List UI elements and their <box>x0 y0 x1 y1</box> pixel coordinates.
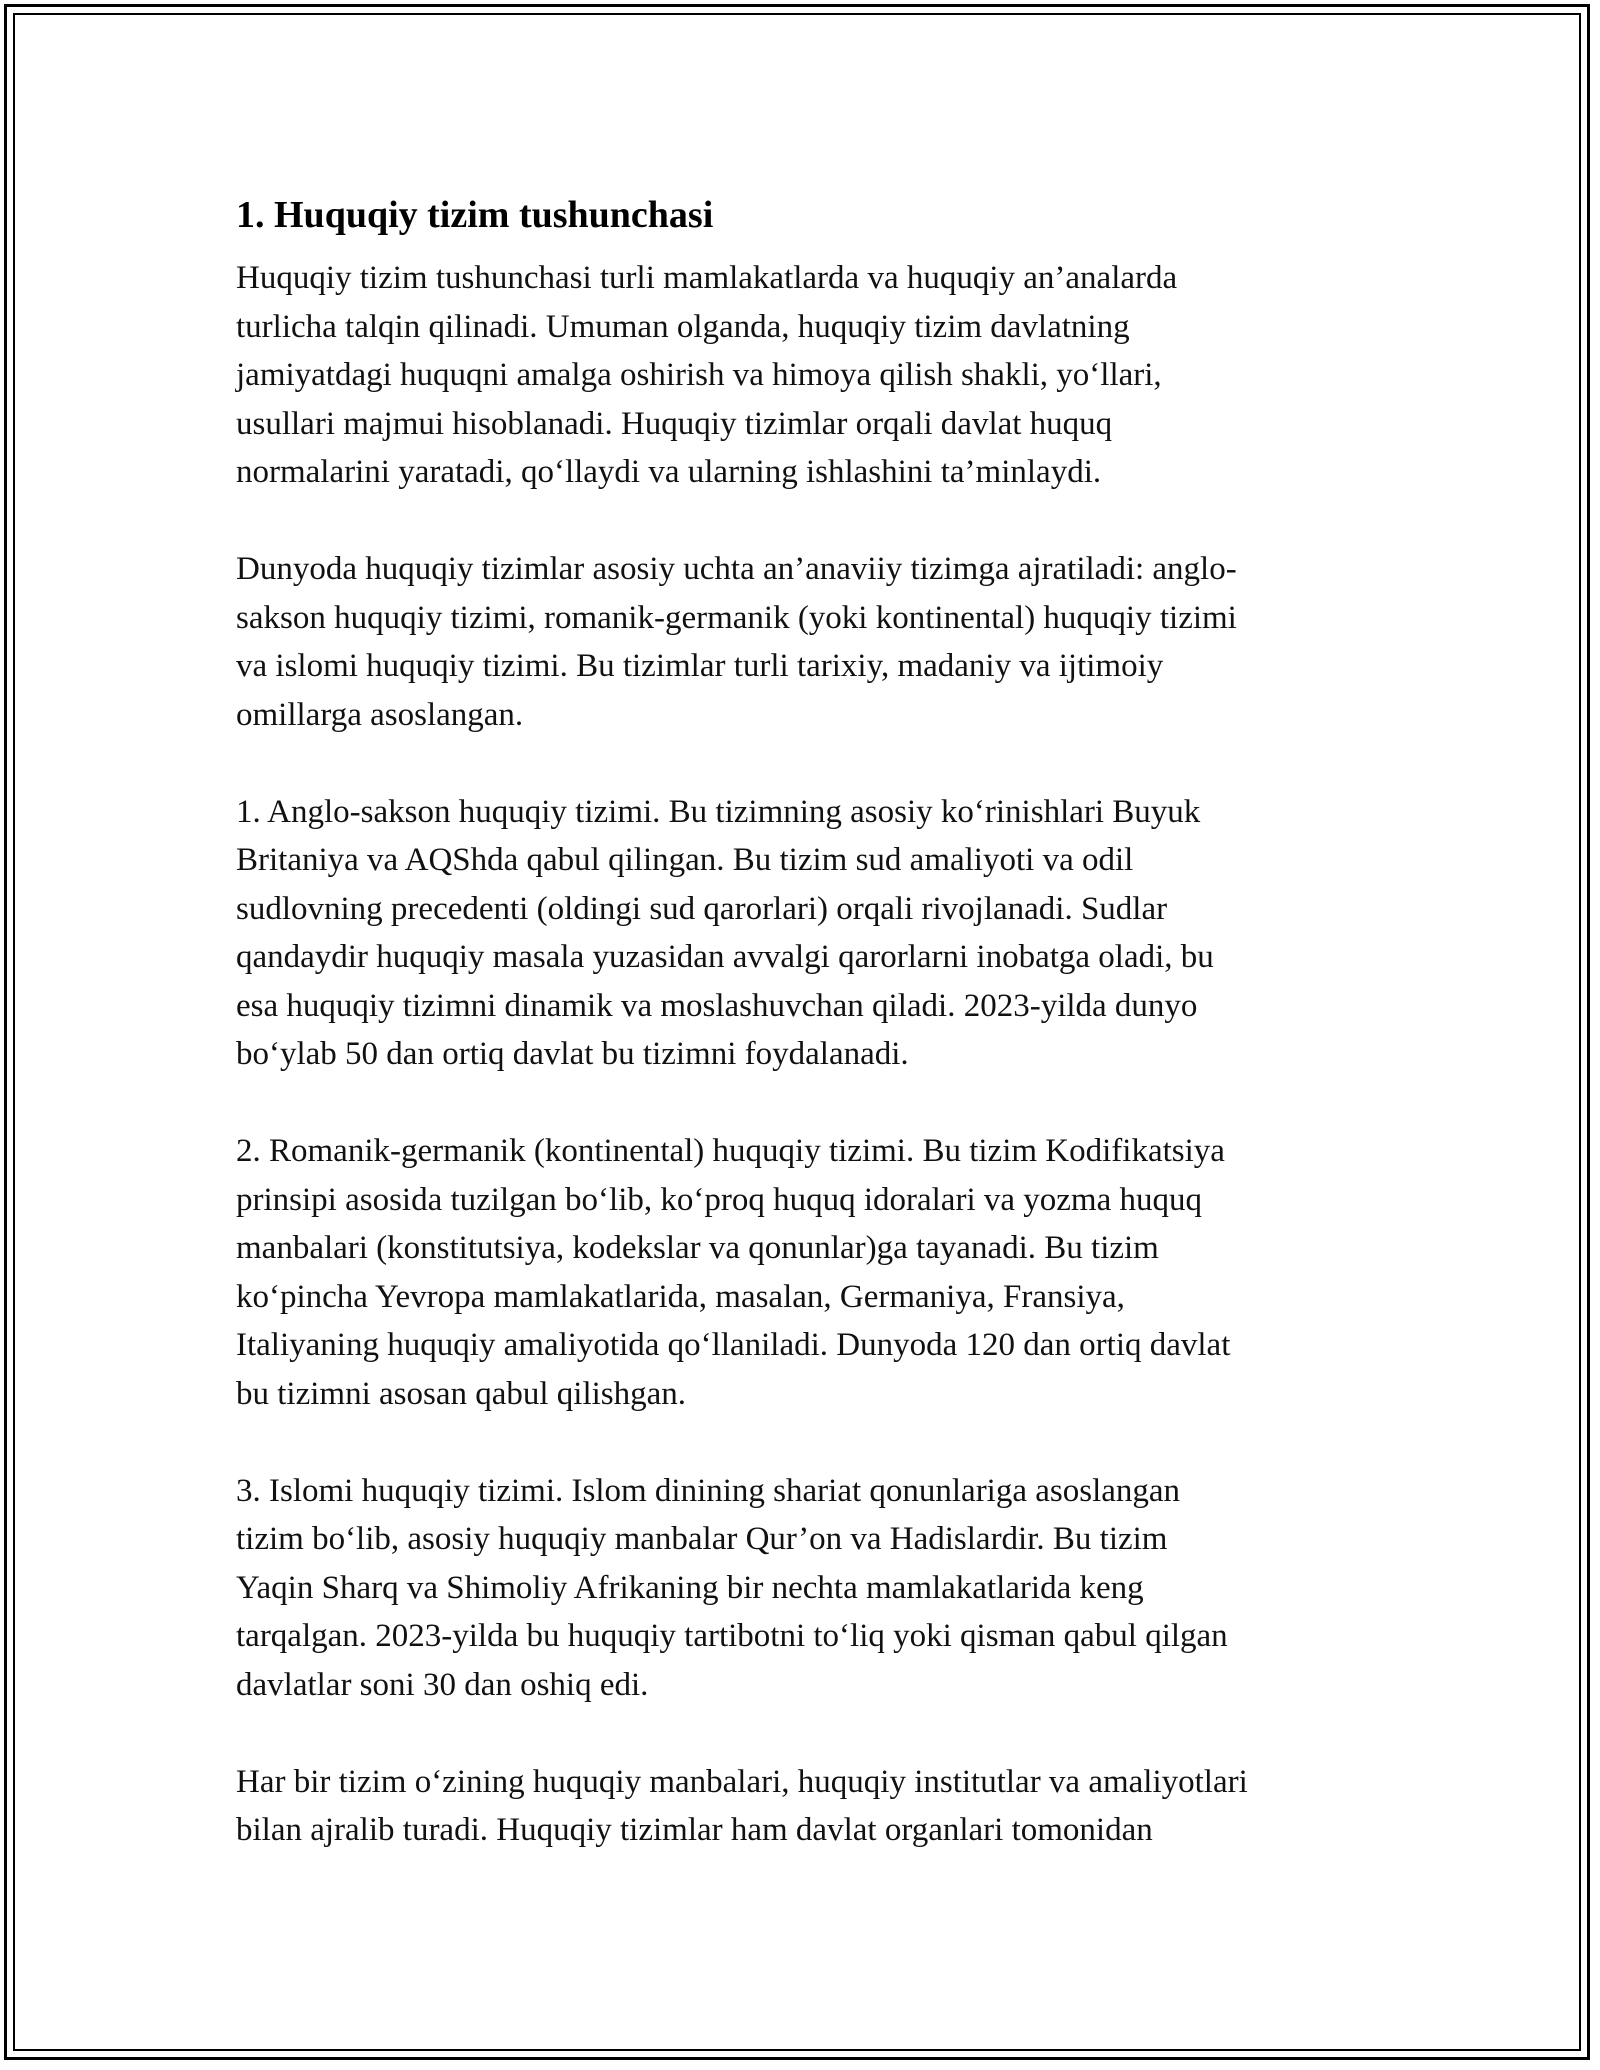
text-line: normalarini yaratadi, qo‘llaydi va ularning ishlashini ta’minlaydi. <box>236 454 1102 490</box>
text-line: sakson huquqiy tizimi, romanik-germanik (yoki kontinental) huquqiy tizimi <box>236 599 1237 636</box>
section-heading: 1. Huquqiy tizim tushunchasi <box>236 194 714 236</box>
text-line: tizim bo‘lib, asosiy huquqiy manbalar Qur’on va Hadislardir. Bu tizim <box>236 1521 1168 1557</box>
text-line: usullari majmui hisoblanadi. Huquqiy tizimlar orqali davlat huquq <box>236 405 1113 442</box>
text-line: omillarga asoslangan. <box>236 696 524 733</box>
document-body <box>236 186 1386 1903</box>
paragraph-anglo-saxon <box>236 788 1386 1079</box>
text-line: 2. Romanik-germanik (kontinental) huquqiy tizimi. Bu tizim Kodifikatsiya <box>236 1133 1225 1169</box>
text-line: 3. Islomi huquqiy tizimi. Islom dinining shariat qonunlariga asoslangan <box>236 1472 1181 1509</box>
text-line: Huquqiy tizim tushunchasi turli mamlakatlarda va huquqiy an’analarda <box>236 260 1178 296</box>
text-line: bu tizimni asosan qabul qilishgan. <box>236 1375 687 1412</box>
text-line: Dunyoda huquqiy tizimlar asosiy uchta an’anaviiy tizimga ajratiladi: anglo- <box>236 551 1237 587</box>
text-line: bilan ajralib turadi. Huquqiy tizimlar ham davlat organlari tomonidan <box>236 1812 1153 1848</box>
paragraph-romano-germanic <box>236 1127 1386 1418</box>
text-line: Har bir tizim o‘zining huquqiy manbalari, huquqiy institutlar va amaliyotlari <box>236 1763 1248 1800</box>
text-line: bo‘ylab 50 dan ortiq davlat bu tizimni foydalanadi. <box>236 1036 909 1072</box>
text-line: Yaqin Sharq va Shimoliy Afrikaning bir nechta mamlakatlarida keng <box>236 1569 1144 1606</box>
paragraph-overview <box>236 545 1386 739</box>
text-line: esa huquqiy tizimni dinamik va moslashuvchan qiladi. 2023-yilda dunyo <box>236 987 1198 1024</box>
text-line: manbalari (konstitutsiya, kodekslar va qonunlar)ga tayanadi. Bu tizim <box>236 1230 1159 1266</box>
text-line: Britaniya va AQShda qabul qilingan. Bu tizim sud amaliyoti va odil <box>236 842 1134 878</box>
text-line: qandaydir huquqiy masala yuzasidan avvalgi qarorlarni inobatga oladi, bu <box>236 939 1214 975</box>
text-line: ko‘pincha Yevropa mamlakatlarida, masalan, Germaniya, Fransiya, <box>236 1278 1125 1315</box>
text-line: Italiyaning huquqiy amaliyotida qo‘llaniladi. Dunyoda 120 dan ortiq davlat <box>236 1327 1231 1363</box>
paragraph-conclusion <box>236 1758 1386 1855</box>
text-line: sudlovning precedenti (oldingi sud qarorlari) orqali rivojlanadi. Sudlar <box>236 890 1168 927</box>
paragraph-islamic <box>236 1467 1386 1710</box>
text-line: prinsipi asosida tuzilgan bo‘lib, ko‘proq huquq idoralari va yozma huquq <box>236 1181 1202 1218</box>
text-line: turlicha talqin qilinadi. Umuman olganda, huquqiy tizim davlatning <box>236 308 1130 345</box>
text-line: 1. Anglo-sakson huquqiy tizimi. Bu tizimning asosiy ko‘rinishlari Buyuk <box>236 793 1201 830</box>
text-line: va islomi huquqiy tizimi. Bu tizimlar turli tarixiy, madaniy va ijtimoiy <box>236 648 1164 684</box>
text-line: tarqalgan. 2023-yilda bu huquqiy tartibotni to‘liq yoki qisman qabul qilgan <box>236 1618 1228 1654</box>
text-line: davlatlar soni 30 dan oshiq edi. <box>236 1666 649 1703</box>
paragraph-intro <box>236 254 1386 497</box>
text-line: jamiyatdagi huquqni amalga oshirish va himoya qilish shakli, yo‘llari, <box>236 357 1162 393</box>
